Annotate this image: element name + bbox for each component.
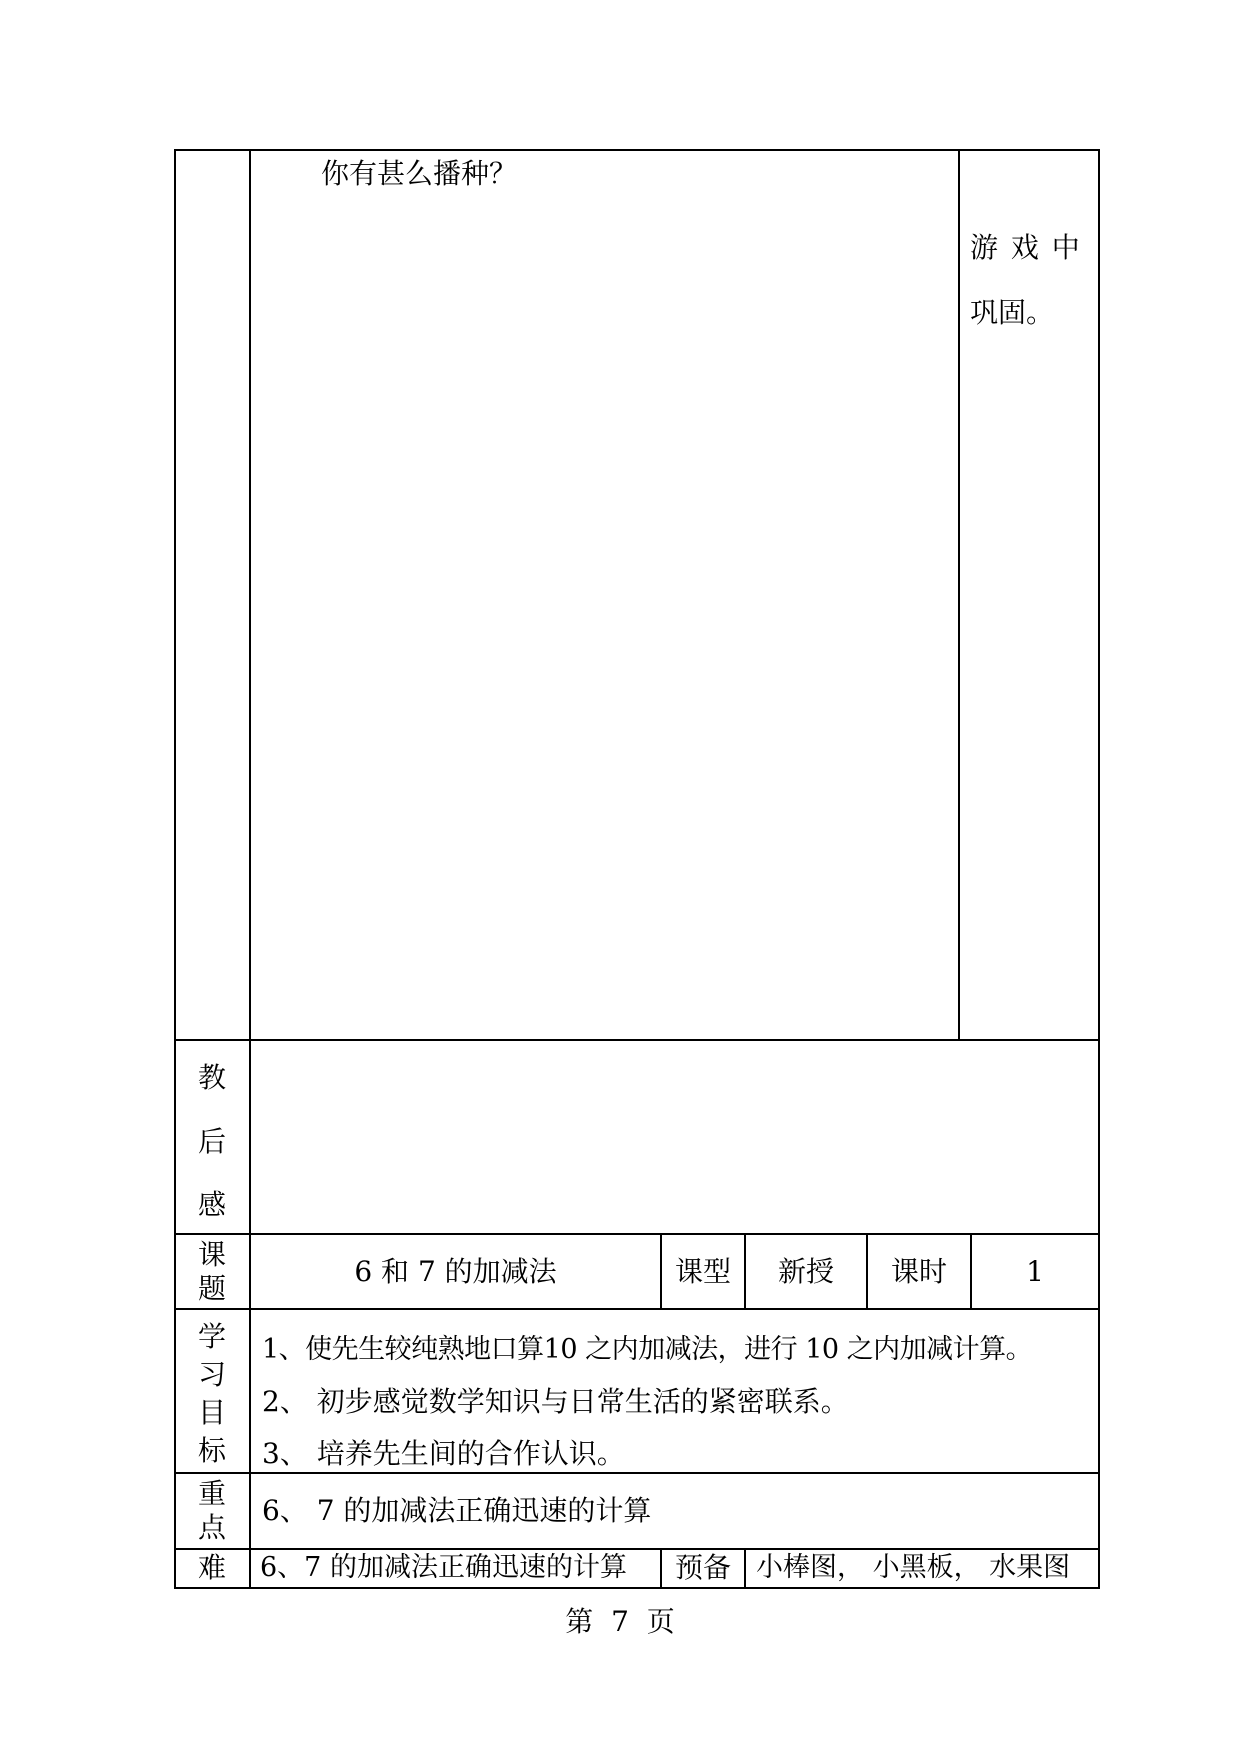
row-divider-5 xyxy=(174,1548,1100,1550)
reflection-label-char-2: 后 xyxy=(197,1125,226,1158)
difficulty-label: 难 xyxy=(197,1551,226,1584)
key-point-label-char-2: 点 xyxy=(197,1511,226,1544)
topic-label-char-1: 课 xyxy=(197,1238,226,1271)
row-divider-1 xyxy=(174,1039,1100,1041)
preparation-value: 小棒图， 小黑板， 水果图 xyxy=(756,1552,1071,1583)
row-divider-2 xyxy=(174,1233,1100,1235)
key-point-label-char-1: 重 xyxy=(197,1477,226,1510)
reflection-label-char-1: 教 xyxy=(197,1061,226,1094)
reflection-label-char-3: 感 xyxy=(197,1188,226,1221)
side-note-line-1: 游 戏 中 xyxy=(970,231,1082,264)
objectives-label-char-1: 学 xyxy=(197,1320,226,1353)
lesson-hours-label: 课时 xyxy=(890,1255,947,1288)
topic-label-char-2: 题 xyxy=(197,1272,226,1305)
topic-value: 6 和 7 的加减法 xyxy=(354,1255,557,1288)
table-border-top xyxy=(174,149,1100,151)
row-divider-3 xyxy=(174,1308,1100,1310)
table-border-left xyxy=(174,149,176,1589)
label-column-divider xyxy=(249,149,251,1589)
objectives-label-char-4: 标 xyxy=(197,1434,226,1467)
lesson-type-label: 课型 xyxy=(674,1255,731,1288)
objective-item-1: 1、使先生较纯熟地口算10 之内加减法，进行 10 之内加减计算。 xyxy=(262,1334,1033,1365)
lesson-type-value: 新授 xyxy=(777,1255,834,1288)
note-column-divider xyxy=(958,149,960,1040)
page-number: 第 7 页 xyxy=(565,1605,675,1638)
objectives-label-char-3: 目 xyxy=(197,1396,226,1429)
objectives-label-char-2: 习 xyxy=(197,1358,226,1391)
activity-question: 你有甚么播种？ xyxy=(321,157,518,190)
difficulty-divider-b xyxy=(744,1548,746,1589)
table-border-bottom xyxy=(174,1587,1100,1589)
side-note-line-2: 巩固。 xyxy=(970,296,1055,329)
objective-item-2: 2、 初步感觉数学知识与日常生活的紧密联系。 xyxy=(262,1385,849,1418)
key-point-value: 6、 7 的加减法正确迅速的计算 xyxy=(262,1494,652,1527)
row-divider-4 xyxy=(174,1472,1100,1474)
preparation-label: 预备 xyxy=(674,1551,731,1584)
difficulty-value: 6、7 的加减法正确迅速的计算 xyxy=(260,1552,627,1583)
table-border-right xyxy=(1098,149,1100,1589)
objective-item-3: 3、 培养先生间的合作认识。 xyxy=(262,1437,625,1470)
lesson-hours-value: 1 xyxy=(1026,1255,1044,1288)
